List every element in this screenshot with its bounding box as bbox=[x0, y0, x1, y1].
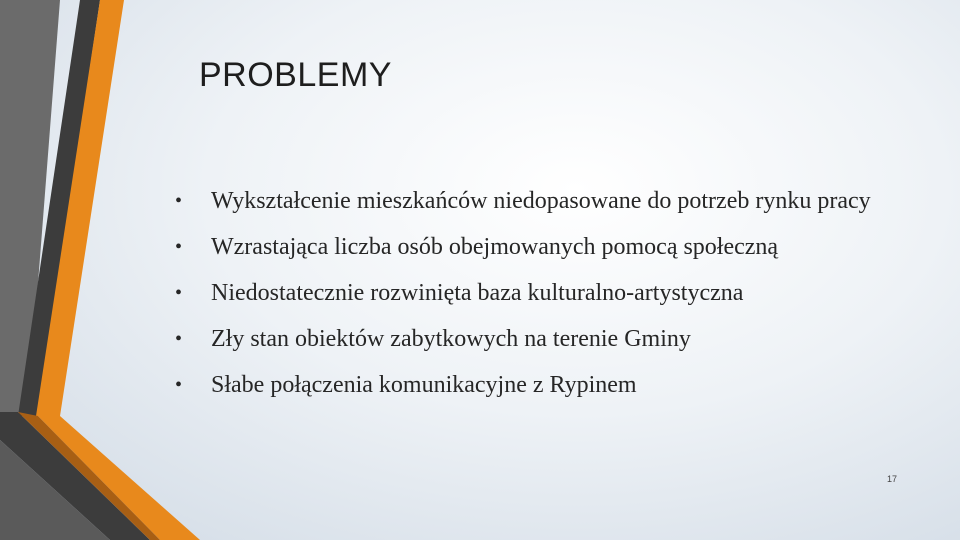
bullet-item bbox=[172, 276, 922, 310]
bullet-item bbox=[172, 368, 922, 402]
slide-title: PROBLEMY bbox=[199, 56, 392, 94]
bullet-dot-icon: • bbox=[175, 374, 183, 396]
bullet-text: Niedostatecznie rozwinięta baza kulturalno-artystyczna bbox=[211, 280, 744, 306]
bullet-item bbox=[172, 230, 922, 264]
bullet-text: Wykształcenie mieszkańców niedopasowane do potrzeb rynku pracy bbox=[211, 188, 871, 214]
bullet-list bbox=[172, 184, 922, 414]
bullet-item bbox=[172, 184, 922, 218]
bullet-dot-icon: • bbox=[175, 236, 183, 258]
bullet-dot-icon: • bbox=[175, 190, 183, 212]
bullet-text: Słabe połączenia komunikacyjne z Rypinem bbox=[211, 372, 637, 398]
bullet-dot-icon: • bbox=[175, 282, 183, 304]
bullet-dot-icon: • bbox=[175, 328, 183, 350]
bullet-item bbox=[172, 322, 922, 356]
page-number: 17 bbox=[887, 474, 898, 484]
bullet-text: Zły stan obiektów zabytkowych na terenie Gminy bbox=[211, 326, 691, 352]
bullet-text: Wzrastająca liczba osób obejmowanych pomocą społeczną bbox=[211, 234, 779, 260]
